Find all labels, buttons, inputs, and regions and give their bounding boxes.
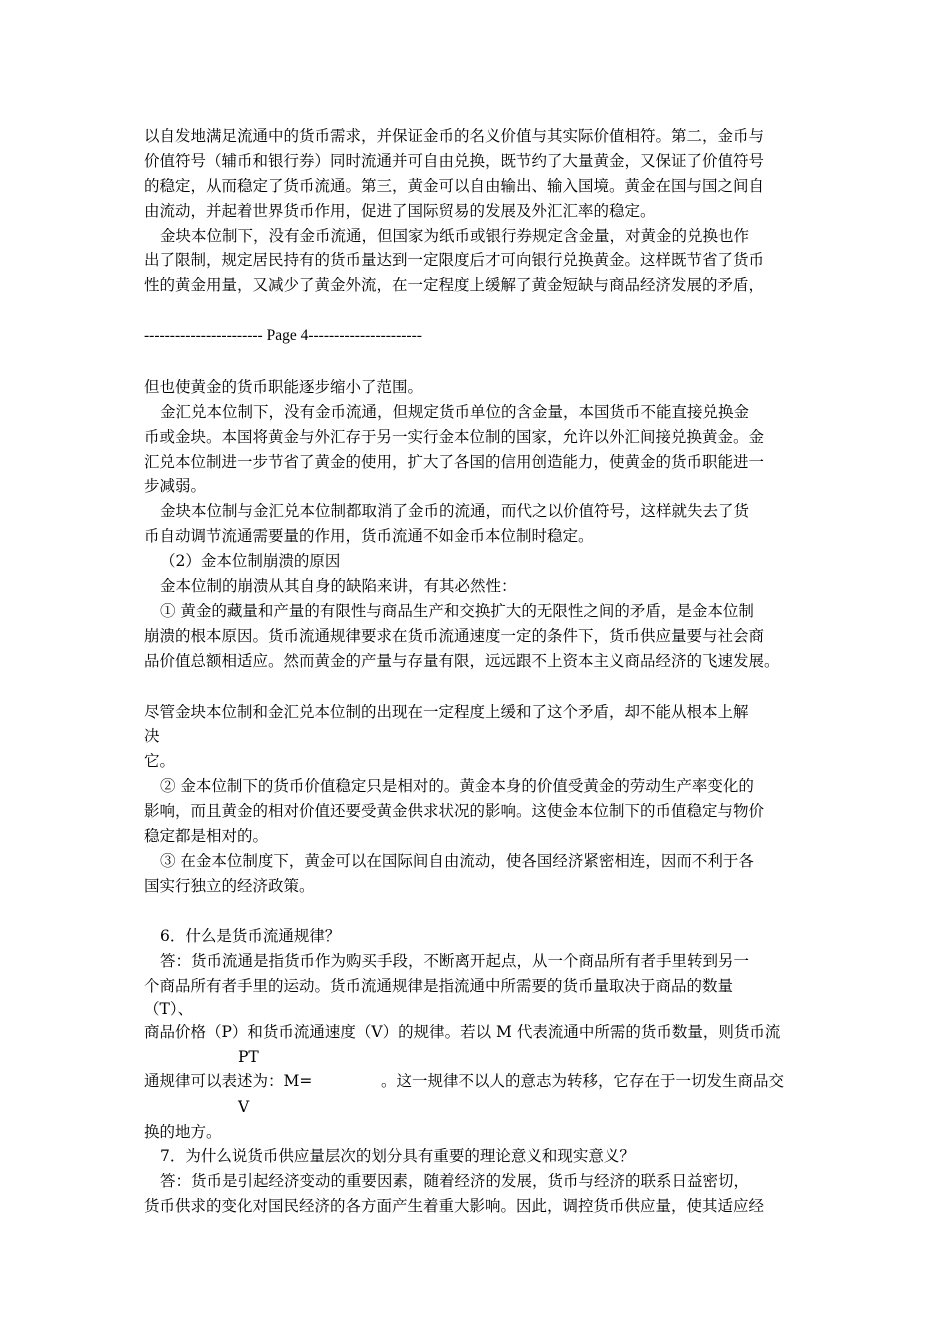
text-line: 金块本位制与金汇兑本位制都取消了金币的流通，而代之以价值符号，这样就失去了货	[160, 502, 750, 520]
text-line: 它。	[144, 752, 176, 770]
text-line: 币自动调节流通需要量的作用，货币流通不如金币本位制时稳定。	[144, 527, 594, 545]
text-line: 以自发地满足流通中的货币需求，并保证金币的名义价值与其实际价值相符。第二，金币与	[144, 127, 765, 145]
text-line: 的稳定，从而稳定了货币流通。第三，黄金可以自由输出、输入国境。黄金在国与国之间自	[144, 177, 765, 195]
text-line: 金本位制的崩溃从其自身的缺陷来讲，有其必然性：	[160, 577, 517, 595]
text-line: （T）、	[144, 1000, 194, 1018]
text-line: 品价值总额相适应。然而黄金的产量与存量有限，远远跟不上资本主义商品经济的飞速发展。	[144, 652, 780, 670]
text-line: 币或金块。本国将黄金与外汇存于另一实行金本位制的国家，允许以外汇间接兑换黄金。金	[144, 428, 765, 446]
text-line: 金汇兑本位制下，没有金币流通，但规定货币单位的含金量，本国货币不能直接兑换金	[160, 403, 750, 421]
text-line: 崩溃的根本原因。货币流通规律要求在货币流通速度一定的条件下，货币供应量要与社会商	[144, 627, 765, 645]
text-line: 汇兑本位制进一步节省了黄金的使用，扩大了各国的信用创造能力，使黄金的货币职能进一	[144, 453, 765, 471]
question-heading: 7．为什么说货币供应量层次的划分具有重要的理论意义和现实意义？	[160, 1147, 635, 1165]
text-line: 由流动，并起着世界货币作用，促进了国际贸易的发展及外汇汇率的稳定。	[144, 202, 656, 220]
text-line: 货币供求的变化对国民经济的各方面产生着重大影响。因此，调控货币供应量，使其适应经	[144, 1197, 765, 1215]
page-separator: ----------------------- Page 4----------------------	[144, 327, 422, 344]
text-line: 答：货币是引起经济变动的重要因素，随着经济的发展，货币与经济的联系日益密切，	[160, 1172, 750, 1190]
text-line: 答：货币流通是指货币作为购买手段，不断离开起点，从一个商品所有者手里转到另一	[160, 952, 750, 970]
text-line: ② 金本位制下的货币价值稳定只是相对的。黄金本身的价值受黄金的劳动生产率变化的	[160, 777, 754, 795]
text-line: 决	[144, 727, 160, 745]
text-line: 出了限制，规定居民持有的货币量达到一定限度后才可向银行兑换黄金。这样既节省了货币	[144, 251, 765, 269]
formula-denominator: V	[238, 1098, 250, 1116]
text-line: 通规律可以表述为：M=	[144, 1072, 313, 1090]
text-line: ③ 在金本位制度下，黄金可以在国际间自由流动，使各国经济紧密相连，因而不利于各	[160, 852, 754, 870]
text-line: 换的地方。	[144, 1123, 222, 1141]
question-heading: 6．什么是货币流通规律？	[160, 927, 341, 945]
section-heading: （2）金本位制崩溃的原因	[160, 552, 341, 570]
text-line: 影响，而且黄金的相对价值还要受黄金供求状况的影响。这使金本位制下的币值稳定与物价	[144, 802, 765, 820]
text-line: 步减弱。	[144, 477, 207, 495]
text-line: 稳定都是相对的。	[144, 827, 269, 845]
formula-numerator: PT	[238, 1048, 259, 1066]
text-line: ① 黄金的藏量和产量的有限性与商品生产和交换扩大的无限性之间的矛盾，是金本位制	[160, 602, 754, 620]
text-line: 价值符号（辅币和银行券）同时流通并可自由兑换，既节约了大量黄金，又保证了价值符号	[144, 152, 765, 170]
text-line: 个商品所有者手里的运动。货币流通规律是指流通中所需要的货币量取决于商品的数量	[144, 977, 734, 995]
text-line: 但也使黄金的货币职能逐步缩小了范围。	[144, 378, 424, 396]
text-line: 。这一规律不以人的意志为转移，它存在于一切发生商品交	[381, 1072, 785, 1090]
text-line: 尽管金块本位制和金汇兑本位制的出现在一定程度上缓和了这个矛盾，却不能从根本上解	[144, 703, 749, 721]
text-line: 金块本位制下，没有金币流通，但国家为纸币或银行券规定含金量，对黄金的兑换也作	[160, 227, 750, 245]
text-line: 性的黄金用量，又减少了黄金外流，在一定程度上缓解了黄金短缺与商品经济发展的矛盾，	[144, 276, 765, 294]
text-line: 国实行独立的经济政策。	[144, 877, 315, 895]
text-line: 商品价格（P）和货币流通速度（V）的规律。若以 M 代表流通中所需的货币数量，则货币流	[144, 1023, 781, 1041]
